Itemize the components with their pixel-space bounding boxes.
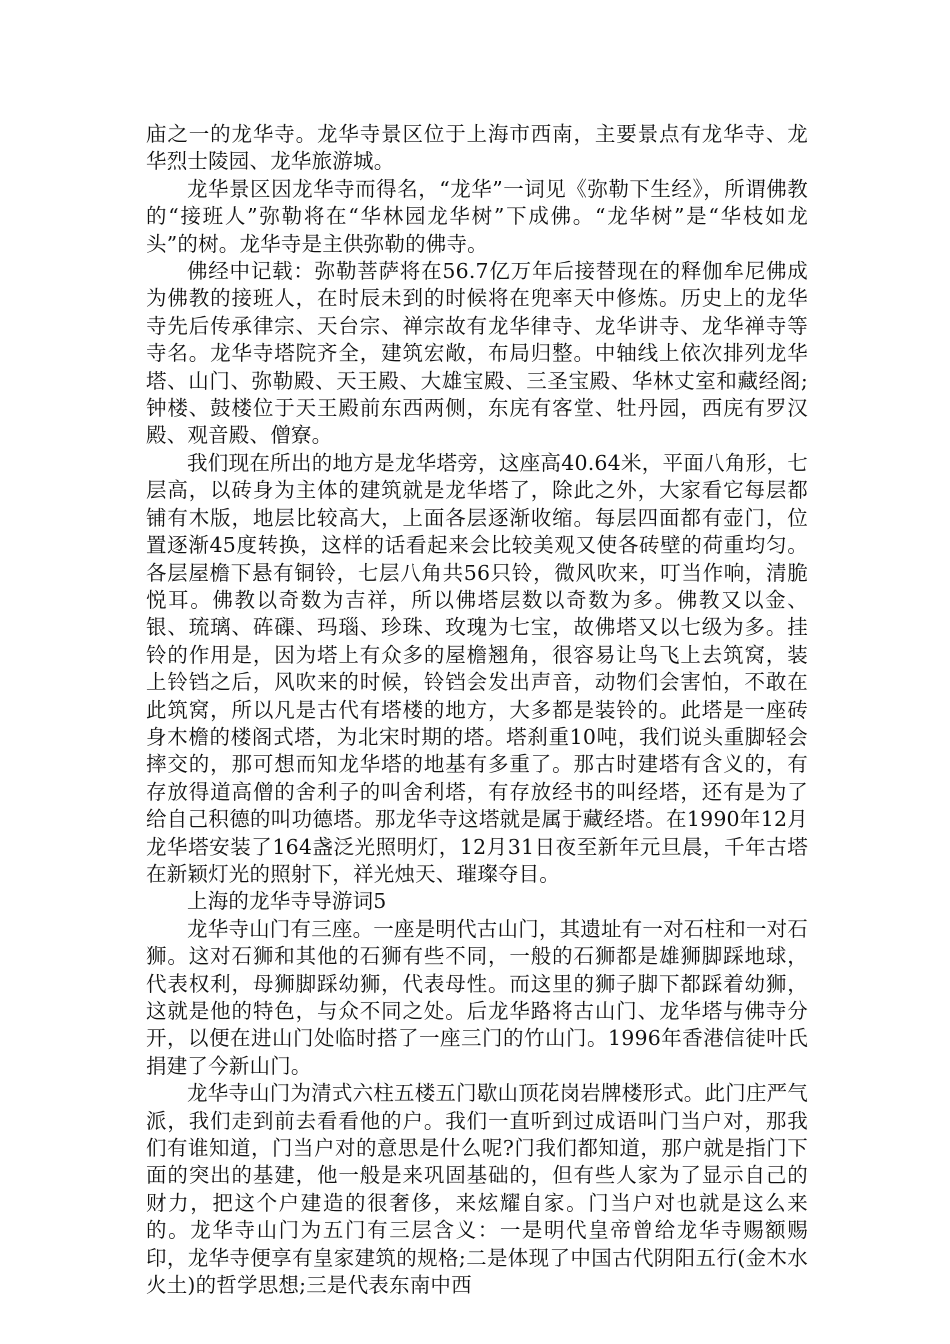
paragraph-gate-style: 龙华寺山门为清式六柱五楼五门歇山顶花岗岩牌楼形式。此门庄严气派，我们走到前去看看他的户。我们一直听到过成语叫门当户对，那我们有谁知道，门当户对的意思是什么呢?门我们都知道，那户就是指门下面的突出的基建，他一般是来巩固基础的，但有些人家为了显示自己的财力，把这个户建造的很奢侈，来炫耀自家。门当户对也就是这么来的。龙华寺山门为五门有三层含义：一是明代皇帝曾给龙华寺赐额赐印，龙华寺便享有皇家建筑的规格;二是体现了中国古代阴阳五行(金木水火土)的哲学思想;三是代表东南中西 (146, 1081, 808, 1298)
section-heading: 上海的龙华寺导游词5 (187, 889, 387, 914)
paragraph-longhua-name: 龙华景区因龙华寺而得名，“龙华”一词见《弥勒下生经》，所谓佛教的“接班人”弥勒将在“华林园龙华树”下成佛。“龙华树”是“华枝如龙头”的树。龙华寺是主供弥勒的佛寺。 (146, 176, 808, 256)
paragraph-intro: 庙之一的龙华寺。龙华寺景区位于上海市西南，主要景点有龙华寺、龙华烈士陵园、龙华旅游城。 (146, 122, 808, 174)
paragraph-mountain-gates: 龙华寺山门有三座。一座是明代古山门，其遗址有一对石柱和一对石狮。这对石狮和其他的石狮有些不同，一般的石狮都是雄狮脚踩地球，代表权利，母狮脚踩幼狮，代表母性。而这里的狮子脚下都踩着幼狮，这就是他的特色，与众不同之处。后龙华路将古山门、龙华塔与佛寺分开，以便在进山门处临时搭了一座三门的竹山门。1996年香港信徒叶氏捐建了今新山门。 (146, 916, 808, 1078)
paragraph-longhua-pagoda: 我们现在所出的地方是龙华塔旁，这座高40.64米，平面八角形，七层高，以砖身为主体的建筑就是龙华塔了，除此之外，大家看它每层都铺有木版，地层比较高大，上面各层逐渐收缩。每层四面都有壶门，位置逐渐45度转换，这样的话看起来会比较美观又使各砖壁的荷重均匀。各层屋檐下悬有铜铃，七层八角共56只铃，微风吹来，叮当作响，清脆悦耳。佛教以奇数为吉祥，所以佛塔层数以奇数为多。佛教又以金、银、琉璃、砗磲、玛瑙、珍珠、玫瑰为七宝，故佛塔又以七级为多。挂铃的作用是，因为塔上有众多的屋檐翘角，很容易让鸟飞上去筑窝，装上铃铛之后，风吹来的时候，铃铛会发出声音，动物们会害怕，不敢在此筑窝，所以凡是古代有塔楼的地方，大多都是装铃的。此塔是一座砖身木檐的楼阁式塔，为北宋时期的塔。塔刹重10吨，我们说头重脚轻会摔交的，那可想而知龙华塔的地基有多重了。那古时建塔有含义的，有存放得道高僧的舍利子的叫舍利塔，有存放经书的叫经塔，还有是为了给自己积德的叫功德塔。那龙华寺这塔就是属于藏经塔。在1990年12月龙华塔安装了164盏泛光照明灯，12月31日夜至新年元旦晨，千年古塔在新颖灯光的照射下，祥光烛天、璀璨夺目。 (146, 450, 808, 886)
document-body (146, 121, 808, 1299)
paragraph-sutra-record: 佛经中记载：弥勒菩萨将在56.7亿万年后接替现在的释伽牟尼佛成为佛教的接班人，在时辰未到的时候将在兜率天中修炼。历史上的龙华寺先后传承律宗、天台宗、禅宗故有龙华律寺、龙华讲寺、龙华禅寺等寺名。龙华寺塔院齐全，建筑宏敞，布局归整。中轴线上依次排列龙华塔、山门、弥勒殿、天王殿、大雄宝殿、三圣宝殿、华林丈室和藏经阁;钟楼、鼓楼位于天王殿前东西两侧，东庑有客堂、牡丹园，西庑有罗汉殿、观音殿、僧寮。 (146, 259, 808, 448)
